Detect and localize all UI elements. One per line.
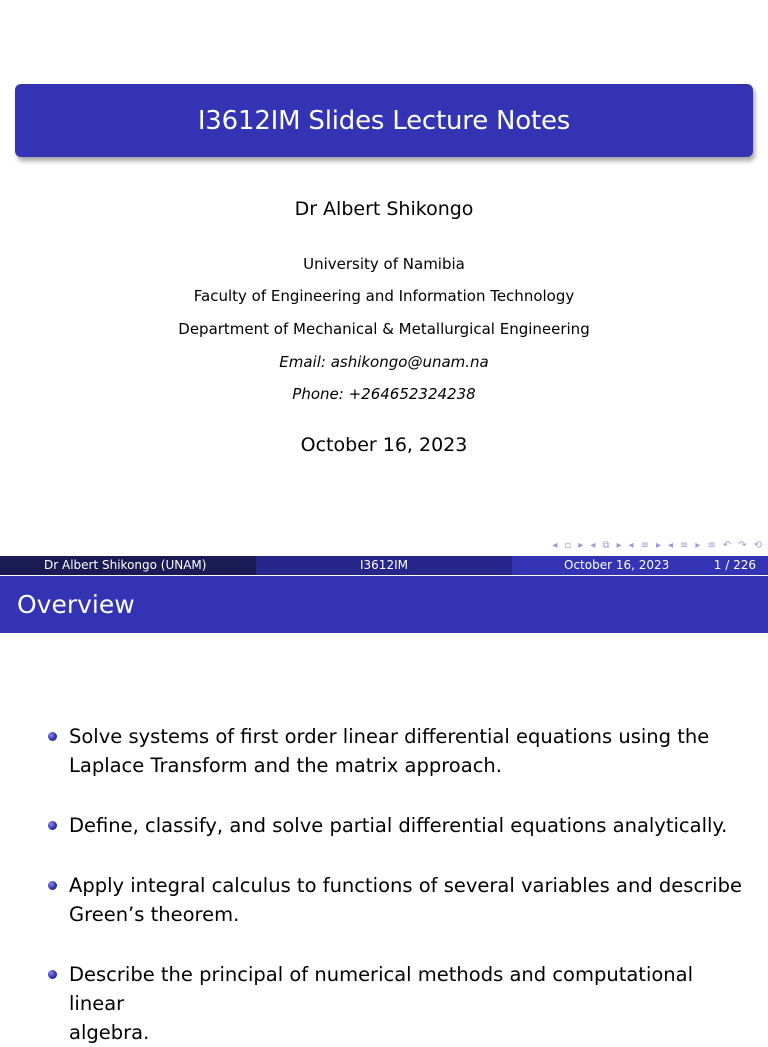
nav-prev-subsection-icon[interactable]: ◂	[628, 539, 634, 551]
nav-forward-icon[interactable]: ↷	[738, 539, 747, 551]
footer-date-page	[512, 556, 768, 575]
nav-next-section-icon[interactable]: ▸	[695, 539, 701, 551]
nav-prev-frame-icon[interactable]: ◂	[590, 539, 596, 551]
overview-slide	[0, 576, 768, 1044]
list-item-line: Apply integral calculus to functions of several variables and describe	[69, 874, 742, 897]
nav-next-slide-icon[interactable]: ▸	[578, 539, 584, 551]
footer-course: I3612IM	[256, 556, 512, 575]
nav-next-frame-icon[interactable]: ▸	[616, 539, 622, 551]
list-item-line: algebra.	[69, 1021, 150, 1044]
slide-footer	[0, 556, 768, 575]
list-item-line: Green’s theorem.	[69, 903, 240, 926]
nav-slide-icon[interactable]: ▫	[564, 539, 572, 551]
bullet-icon	[48, 732, 57, 741]
nav-frame-icon[interactable]: ⧉	[602, 539, 610, 551]
footer-author: Dr Albert Shikongo (UNAM)	[0, 556, 256, 575]
presentation-title: I3612IM Slides Lecture Notes	[197, 105, 571, 136]
institute-faculty: Faculty of Engineering and Information Technology	[193, 287, 575, 305]
bullet-icon	[48, 881, 57, 890]
list-item-line: Define, classify, and solve partial differential equations analytically.	[69, 814, 728, 837]
institute-department: Department of Mechanical & Metallurgical Engineering	[178, 320, 590, 338]
nav-document-icon[interactable]: ≡	[707, 539, 716, 551]
list-item-line: Solve systems of first order linear differential equations using the	[69, 725, 710, 748]
list-item-line: Describe the principal of numerical methods and computational linear	[69, 963, 694, 1015]
list-item-line: Laplace Transform and the matrix approach.	[69, 754, 502, 777]
author-phone: Phone: +264652324238	[292, 385, 476, 403]
institute-university: University of Namibia	[303, 255, 465, 273]
nav-prev-section-icon[interactable]: ◂	[667, 539, 674, 551]
bullet-icon	[48, 821, 57, 830]
bullet-icon	[48, 970, 57, 979]
nav-next-subsection-icon[interactable]: ▸	[655, 539, 661, 551]
nav-search-icon[interactable]: ⟲	[753, 539, 762, 551]
nav-prev-slide-icon[interactable]: ◂	[552, 539, 558, 551]
author-email: Email: ashikongo@unam.na	[279, 353, 489, 371]
footer-date: October 16, 2023	[564, 558, 670, 572]
nav-subsection-icon[interactable]: ≡	[640, 539, 649, 551]
title-banner	[15, 84, 753, 157]
beamer-navigation-bar[interactable]	[552, 538, 762, 552]
nav-section-icon[interactable]: ≡	[680, 539, 689, 551]
footer-page-number: 1 / 226	[713, 558, 756, 572]
author-name: Dr Albert Shikongo	[294, 198, 474, 220]
frame-title: Overview	[0, 576, 768, 633]
presentation-date: October 16, 2023	[300, 434, 468, 456]
nav-back-icon[interactable]: ↶	[722, 539, 732, 551]
